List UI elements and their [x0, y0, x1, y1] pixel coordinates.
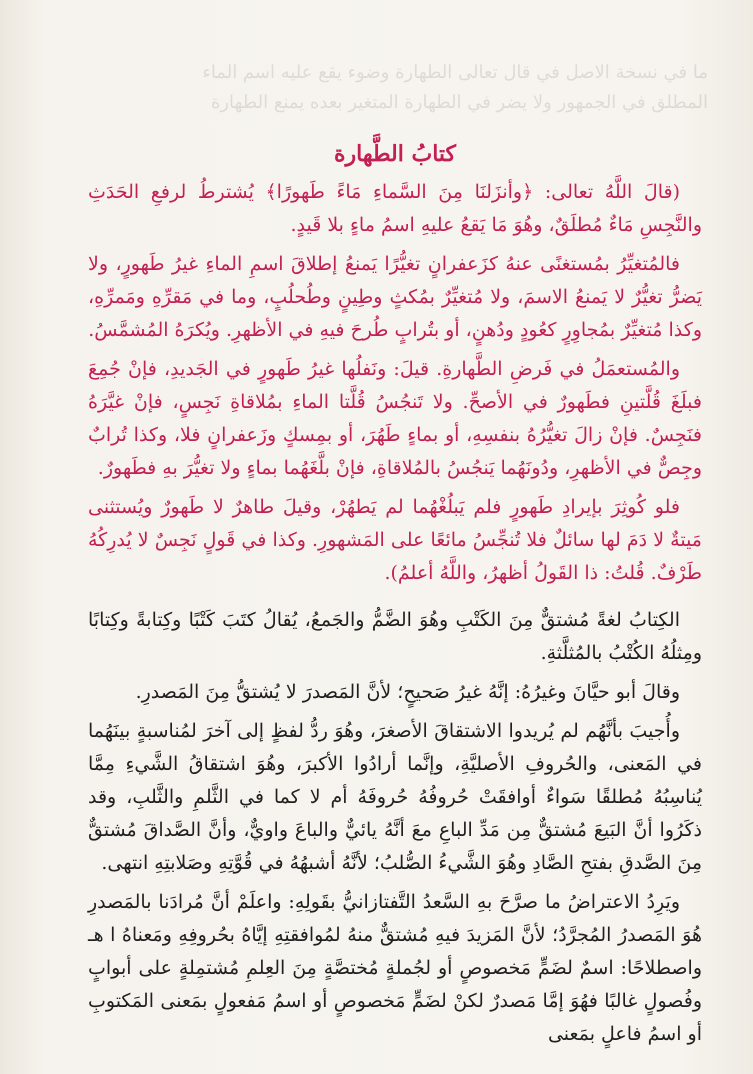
matn-paragraph: فالمُتغيِّرُ بمُستغنًى عنهُ كزَعفرانٍ تغيُّرًا يَمنعُ إطلاقَ اسمِ الماءِ غيرُ طَهورٍ، ولا يَضرُّ تغيُّرٌ لا يَمنعُ الاسمَ، ولا مُتغيِّرٌ بمُكثٍ وطِينٍ وطُحلُبٍ، وما في مَقرِّهِ ومَمرِّهِ، وكذا مُتغيِّرٌ بمُجاوِرٍ كعُودٍ ودُهنٍ، أو بتُرابٍ طُرحَ فيهِ في الأظهرِ. ويُكرَهُ المُشمَّسُ.: [88, 253, 702, 341]
matn-paragraph: فلو كُوثِرَ بإيرادِ طَهورٍ فلم يَبلُغْهُما لم يَطهُرْ، وقيلَ طاهرٌ لا طَهورٌ ويُستثنى مَيتةٌ لا دَمَ لها سائلٌ فلا تُنجِّسُ مائعًا على المَشهورِ. وكذا في قَولٍ نَجِسٌ لا يُدرِكُهُ طَرْفٌ. قُلتُ: ذا القَولُ أظهرُ، واللَّهُ أعلمُ).: [88, 496, 702, 584]
sharh-paragraph: وقالَ أبو حيَّانَ وغيرُهُ: إنَّهُ غيرُ صَحيحٍ؛ لأنَّ المَصدرَ لا يُشتقُّ مِنَ المَصدرِ.: [135, 681, 680, 703]
chapter-title: كتابُ الطَّهارة: [333, 141, 457, 167]
section-gap: [88, 596, 702, 604]
sharh-paragraph: ويَرِدُ الاعتراضُ ما صرَّحَ بهِ السَّعدُ التَّفتازانيُّ بقَولِهِ: واعلَمْ أنَّ مُرادَنا بالمَصدرِ هُوَ المَصدرُ المُجرَّدُ؛ لأنَّ المَزيدَ فيهِ مُشتقٌّ منهُ لمُوافقتِهِ إيَّاهُ بحُروفِهِ ومَعناهُ ا هـ واصطلاحًا: اسمٌ لضَمٍّ مَخصوصٍ أو لجُملةٍ مُختصَّةٍ مِنَ العِلمِ مُشتمِلةٍ على أبوابٍ وفُصولٍ غالبًا فهُوَ إمَّا مَصدرٌ لكنْ لضَمٍّ مَخصوصٍ أو اسمُ مَفعولٍ بمَعنى المَكتوبِ أو اسمُ فاعلٍ بمَعنى: [88, 891, 702, 1045]
sharh-paragraph: الكِتابُ لغةً مُشتقٌّ مِنَ الكَتْبِ وهُوَ الضَّمُّ والجَمعُ، يُقالُ كتَبَ كَتْبًا وكِتابةً وكِتابًا ومِثلُهُ الكُتْبُ بالمُثلَّثةِ.: [88, 609, 702, 664]
sharh-section: [88, 604, 702, 1051]
bleed-line: ما في نسخة الاصل في قال تعالى الطهارة وضوء يقع عليه اسم الماء: [202, 62, 708, 83]
matn-paragraph: والمُستعمَلُ في فَرضِ الطَّهارةِ. قيلَ: ونَفلُها غيرُ طَهورٍ في الجَديدِ، فإنْ جُمِعَ فبلَغَ قُلَّتينِ فطَهورٌ في الأصحِّ. ولا تَنجُسُ قُلَّتا الماءِ بمُلاقاةِ نَجِسٍ، فإنْ غيَّرَهُ فنَجِسٌ. فإنْ زالَ تغيُّرُهُ بنفسِهِ، أو بماءٍ طَهُرَ، أو بمِسكٍ وزَعفرانٍ فلا، وكذا تُرابٌ وجِصٌّ في الأظهرِ، ودُونَهُما يَنجُسُ بالمُلاقاةِ، فإنْ بلَّغَهُما بماءٍ ولا تغيُّرَ بهِ فطَهورٌ.: [88, 358, 702, 479]
bleed-line: المطلق في الجمهور ولا يضر في الطهارة المتغير بعده يمنع الطهارة: [210, 92, 708, 113]
sharh-paragraph: وأُجيبَ بأنَّهُم لم يُريدوا الاشتقاقَ الأصغرَ، وهُوَ ردُّ لفظٍ إلى آخرَ لمُناسبةٍ بينَهُما في المَعنى، والحُروفِ الأصليَّةِ، وإنَّما أرادُوا الأكبرَ، وهُوَ اشتقاقُ الشَّيءِ مِمَّا يُناسِبُهُ مُطلقًا سَواءٌ أوافقَتْ حُروفُهُ حُروفَهُ أم لا كما في الثَّلمِ والثَّلبِ، وقد ذكَرُوا أنَّ البَيعَ مُشتقٌّ مِن مَدِّ الباعِ معَ أنَّهُ يائيٌّ والباعَ واويٌّ، وأنَّ الصَّداقَ مُشتقٌّ مِنَ الصَّدقِ بفتحِ الصَّادِ وهُوَ الشَّيءُ الصُّلبُ؛ لأنَّهُ أشبهُهُ في قُوَّتِهِ وصَلابتِهِ انتهى.: [88, 720, 702, 874]
matn-section: [88, 176, 702, 590]
matn-paragraph: (قالَ اللَّهُ تعالى: ﴿وأنزَلنَا مِنَ السَّماءِ مَاءً طَهورًا﴾ يُشترطُ لرفعِ الحَدَثِ والنَّجِسِ مَاءٌ مُطلَقٌ، وهُوَ مَا يَقعُ عليهِ اسمُ ماءٍ بلا قَيدٍ.: [88, 181, 702, 236]
page-content: [88, 140, 702, 1057]
